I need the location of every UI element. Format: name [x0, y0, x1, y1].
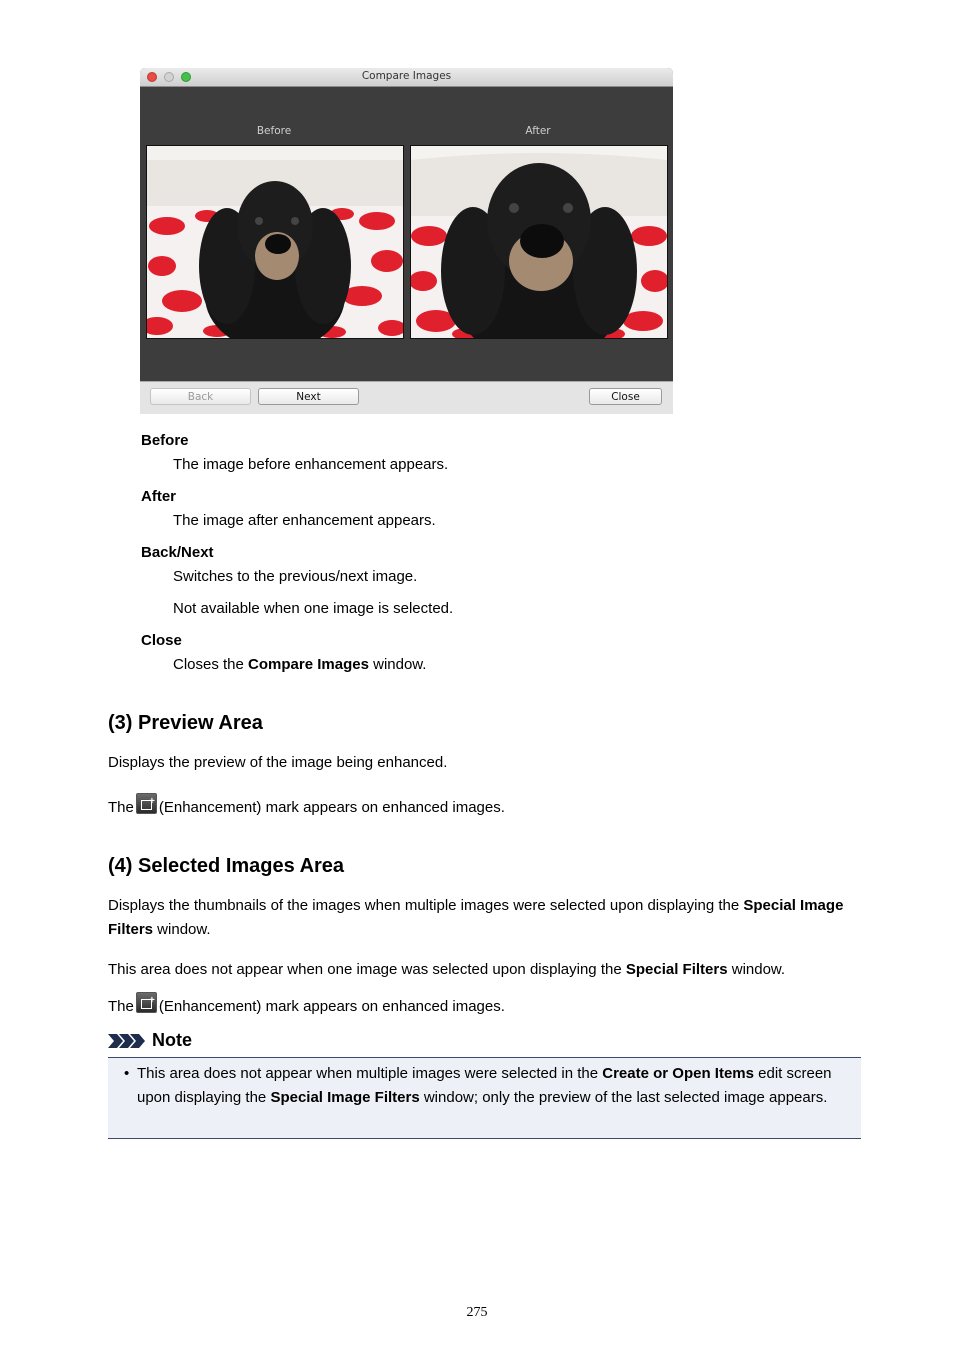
dog-photo-after [411, 146, 667, 338]
desc-before: The image before enhancement appears. [173, 456, 449, 473]
next-button[interactable]: Next [258, 388, 359, 405]
desc-after: The image after enhancement appears. [173, 512, 436, 529]
preview-area-desc: Displays the preview of the image being enhanced. [108, 754, 448, 771]
enhancement-mark-icon [136, 992, 157, 1013]
selected-mark-line: The+ (Enhancement) mark appears on enhanced images. [108, 992, 858, 1019]
preview-area-heading: (3) Preview Area [108, 712, 263, 734]
back-button[interactable]: Back [150, 388, 251, 405]
before-label: Before [256, 125, 292, 137]
close-button[interactable]: Close [589, 388, 662, 405]
term-before: Before [141, 432, 189, 449]
window-title: Compare Images [361, 70, 452, 82]
desc-back-next-1: Switches to the previous/next image. [173, 568, 418, 585]
preview-mark-line: The+ (Enhancement) mark appears on enhanced images. [108, 793, 858, 820]
desc-close: Closes the Compare Images window. [173, 656, 427, 673]
note-title: Note [152, 1030, 192, 1050]
after-label: After [525, 125, 551, 137]
note-text: This area does not appear when multiple images were selected in the Create or Open Items edit screen upon displaying the Special Image Filters window; only the preview of the last selected image appears. [137, 1065, 832, 1106]
term-back-next: Back/Next [141, 544, 214, 561]
desc-back-next-2: Not available when one image is selected. [173, 600, 454, 617]
page-number: 275 [466, 1305, 488, 1320]
note-chevrons-icon [108, 1029, 148, 1053]
term-close: Close [141, 632, 182, 649]
compare-images-window [140, 68, 673, 414]
selected-images-note: This area does not appear when one image was selected upon displaying the Special Filters window. [108, 961, 786, 978]
window-titlebar [140, 68, 673, 87]
note-bullet: • [124, 1065, 130, 1082]
window-footer [140, 381, 673, 414]
before-image [146, 145, 404, 339]
term-after: After [141, 488, 177, 505]
enhancement-mark-icon [136, 793, 157, 814]
selected-images-heading: (4) Selected Images Area [108, 855, 345, 877]
after-image [410, 145, 668, 339]
dog-photo-before [147, 146, 403, 338]
selected-images-desc: Displays the thumbnails of the images when multiple images were selected upon displaying the Special Image Filters window. [108, 897, 844, 938]
